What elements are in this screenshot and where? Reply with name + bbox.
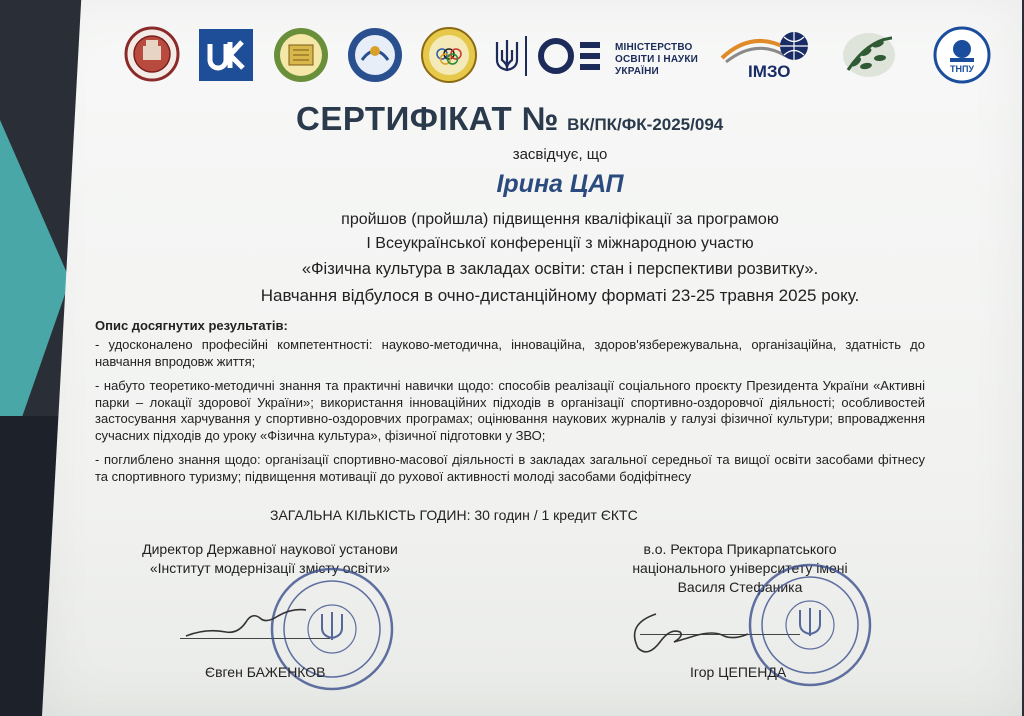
total-hours: ЗАГАЛЬНА КІЛЬКІСТЬ ГОДИН: 30 годин / 1 кредит ЄКТС — [270, 507, 638, 523]
left-signature — [182, 596, 332, 649]
ministry-logo-icon — [536, 32, 606, 82]
program-line-3: «Фізична культура в закладах освіти: стан і перспективи розвитку». — [301, 260, 819, 278]
certificate-number: ВК/ПК/ФК-2025/094 — [567, 115, 724, 134]
result-item: - поглиблено знання щодо: організації спортивно-масової діяльності в закладах загальної середньої та вищої освіти засобами фітнесу та спортивного туризму; підвищення мотивації до рухової активності молоді засобами бодіфітнесу — [95, 452, 925, 484]
right-title-line: в.о. Ректора Прикарпатського — [643, 541, 837, 557]
certificate-heading: СЕРТИФІКАТ № — [296, 100, 560, 137]
result-item: - набуто теоретико-методичні знання та практичні навички щодо: способів реалізації соціального проєкту Президента України «Активні парки – локації здорової України»; використання інноваційних підходів в організації спортивно-оздоровчої діяльності; особливостей застосування харчування у спортивно-оздоровчих програмах; оцінювання наукових журналів у галузі фізичної культури; впровадження сучасних підходів до уроку «Фізична культура», фізичної підготовки у ЗВО; — [95, 378, 925, 443]
imzo-logo-text: ІМЗО — [748, 62, 791, 81]
ministry-line: УКРАЇНИ — [615, 66, 659, 77]
right-signature — [626, 604, 776, 665]
program-line-1: пройшов (пройшла) підвищення кваліфікації за програмою — [341, 211, 779, 228]
certifies-text: засвідчує, що — [512, 146, 608, 163]
recipient-name: Ірина ЦАП — [496, 170, 624, 198]
tnpu-logo-text: ТНПУ — [949, 64, 975, 74]
ministry-line: ОСВІТИ І НАУКИ — [615, 54, 699, 65]
program-line-2: І Всеукраїнської конференції з міжнародною участю — [366, 235, 754, 252]
right-title-line: Василя Стефаника — [677, 579, 803, 595]
program-line-4: Навчання відбулося в очно-дистанційному форматі 23-25 травня 2025 року. — [260, 286, 860, 305]
right-signatory-name: Ігор ЦЕПЕНДА — [690, 664, 787, 680]
olympic-committee-logo — [420, 26, 478, 84]
ministry-line: МІНІСТЕРСТВО — [615, 42, 693, 53]
university-emblem-logo — [124, 26, 180, 82]
logos-row — [120, 26, 1000, 88]
imzo-logo-icon — [720, 28, 816, 64]
trident-icon — [494, 38, 520, 74]
right-title-line: національного університету імені — [632, 560, 848, 576]
uk-institute-logo — [198, 26, 254, 82]
tnpu-logo — [932, 26, 992, 84]
academy-crest-logo — [272, 26, 330, 84]
left-title-line: Директор Державної наукової установи — [142, 541, 398, 557]
left-signatory-name: Євген БАЖЕНКОВ — [205, 664, 326, 680]
laurel-logo — [836, 26, 902, 84]
left-title-line: «Інститут модернізації змісту освіти» — [149, 560, 391, 576]
results-heading: Опис досягнутих результатів: — [95, 318, 288, 333]
results-list — [95, 337, 925, 493]
ministry-name — [615, 42, 707, 78]
certificate-title — [296, 100, 723, 138]
ministry-divider — [524, 36, 528, 76]
result-item: - удосконалено професійні компетентності: науково-методична, інноваційна, здоров'язбережувальна, організаційна, здатність до навчання впродовж життя; — [95, 337, 925, 369]
institute-round-logo — [346, 26, 404, 84]
